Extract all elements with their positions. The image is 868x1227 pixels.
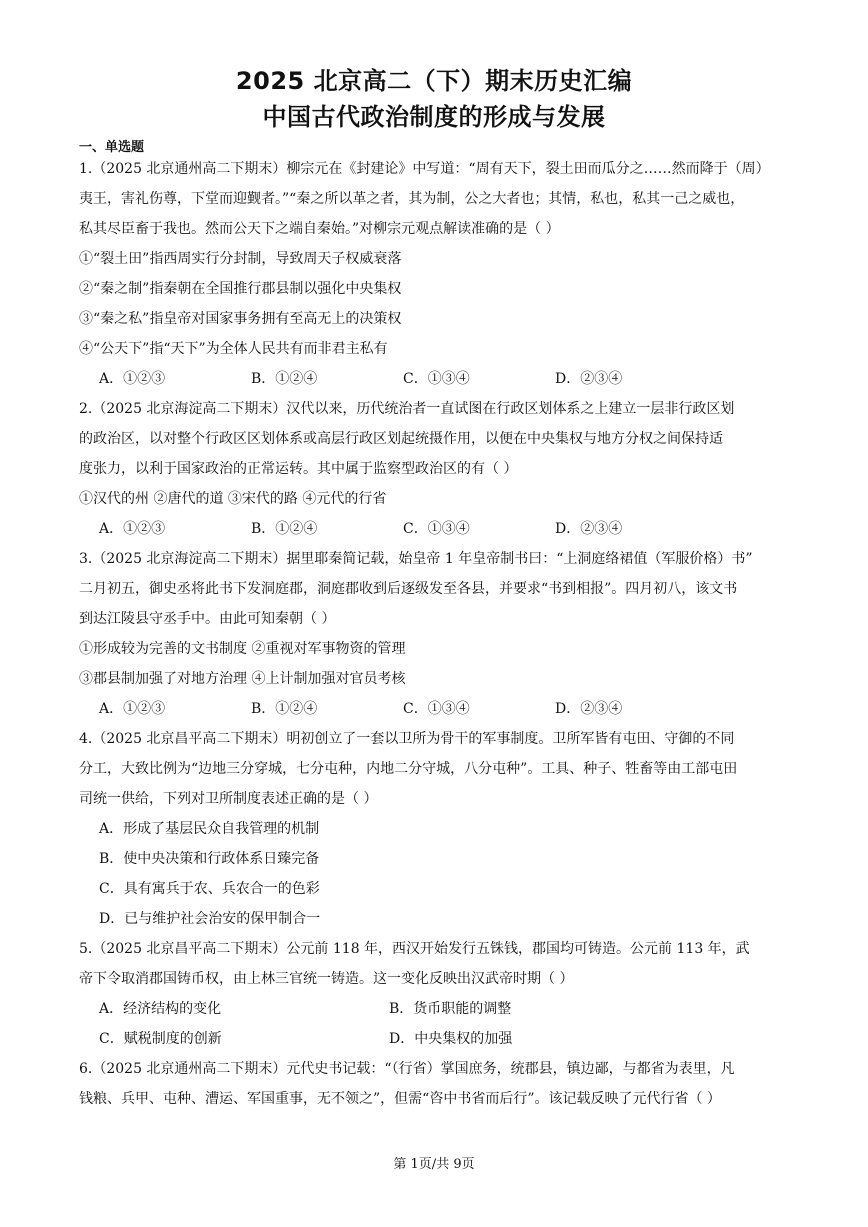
question-stem-line: 4.（2025 北京昌平高二下期末）明初创立了一套以卫所为骨干的军事制度。卫所军皆有屯田、守御的不同: [79, 731, 735, 747]
answer-options: [79, 364, 791, 394]
answer-options: [79, 1024, 791, 1054]
option-c[interactable]: C．①③④: [403, 521, 470, 537]
option-d[interactable]: D．中央集权的加强: [389, 1031, 513, 1047]
option-b[interactable]: B．①②④: [251, 371, 318, 387]
question-stem-line: 到达江陵县守丞手中。由此可知秦朝（ ）: [79, 611, 336, 627]
statement-item: ①形成较为完善的文书制度 ②重视对军事物资的管理: [79, 641, 406, 657]
question-2: [79, 394, 791, 544]
option-a[interactable]: A．①②③: [99, 371, 166, 387]
question-1: [79, 154, 791, 394]
answer-options: [79, 694, 791, 724]
question-stem-line: 度张力，以利于国家政治的正常运转。其中属于监察型政治区的有（ ）: [79, 461, 518, 477]
statement-item: ③“秦之私”指皇帝对国家事务拥有至高无上的决策权: [79, 311, 402, 327]
question-stem-line: 钱粮、兵甲、屯种、漕运、军国重事，无不领之”，但需“咨中书省而后行”。该记载反映了元代行省（ ）: [79, 1091, 721, 1107]
question-stem-line: 2.（2025 北京海淀高二下期末）汉代以来，历代统治者一直试图在行政区划体系之上建立一层非行政区划: [79, 401, 735, 417]
page-number: 第 1页/共 9页: [393, 1157, 475, 1172]
option-b[interactable]: B．使中央决策和行政体系日臻完备: [99, 851, 320, 867]
question-4: [79, 724, 791, 934]
option-d[interactable]: D．已与维护社会治安的保甲制合一: [99, 911, 321, 927]
question-stem-line: 夷王，害礼伤尊，下堂而迎觐者。”“秦之所以革之者，其为制，公之大者也；其情，私也，私其一己之威也，: [79, 191, 745, 207]
question-5: [79, 934, 791, 1054]
question-6: [79, 1054, 791, 1114]
option-a[interactable]: A．形成了基层民众自我管理的机制: [99, 821, 320, 837]
option-d[interactable]: D．②③④: [555, 701, 623, 717]
option-a[interactable]: A．①②③: [99, 521, 166, 537]
question-stem-line: 私其尽臣畜于我也。然而公天下之端自秦始。”对柳宗元观点解读准确的是（ ）: [79, 221, 560, 237]
question-stem-line: 5.（2025 北京昌平高二下期末）公元前 118 年，西汉开始发行五铢钱，郡国均可铸造。公元前 113 年，武: [79, 941, 750, 957]
question-stem-line: 帝下令取消郡国铸币权，由上林三官统一铸造。这一变化反映出汉武帝时期（ ）: [79, 971, 574, 987]
question-stem-line: 3.（2025 北京海淀高二下期末）据里耶秦简记载，始皇帝 1 年皇帝制书曰：“上洞庭络裙值（军服价格）书”: [79, 551, 753, 567]
option-b[interactable]: B．①②④: [251, 701, 318, 717]
question-stem-line: 司统一供给，下列对卫所制度表述正确的是（ ）: [79, 791, 378, 807]
page-title: 2025 北京高二（下）期末历史汇编: [235, 67, 633, 95]
page-subtitle: 中国古代政治制度的形成与发展: [262, 103, 606, 131]
answer-options: [79, 994, 791, 1024]
option-b[interactable]: B．①②④: [251, 521, 318, 537]
option-c[interactable]: C．赋税制度的创新: [99, 1031, 222, 1047]
question-stem-line: 二月初五，御史丞将此书下发洞庭郡，洞庭郡收到后逐级发至各县，并要求“书到相报”。四月初八，该文书: [79, 581, 738, 597]
answer-options: [79, 514, 791, 544]
option-c[interactable]: C．具有寓兵于农、兵农合一的色彩: [99, 881, 320, 897]
option-b[interactable]: B．货币职能的调整: [389, 1001, 512, 1017]
option-c[interactable]: C．①③④: [403, 701, 470, 717]
question-3: [79, 544, 791, 724]
option-a[interactable]: A．经济结构的变化: [99, 1001, 222, 1017]
option-a[interactable]: A．①②③: [99, 701, 166, 717]
question-stem-line: 6.（2025 北京通州高二下期末）元代史书记载：“（行省）掌国庶务，统郡县，镇边鄙，与都省为表里，凡: [79, 1061, 735, 1077]
statement-item: ①汉代的州 ②唐代的道 ③宋代的路 ④元代的行省: [79, 491, 387, 507]
question-stem-line: 的政治区，以对整个行政区区划体系或高层行政区划起统摄作用，以便在中央集权与地方分权之间保持适: [79, 431, 723, 447]
option-d[interactable]: D．②③④: [555, 371, 623, 387]
question-list: [79, 154, 791, 1114]
question-stem-line: 1.（2025 北京通州高二下期末）柳宗元在《封建论》中写道：“周有天下，裂土田而瓜分之……然而降于（周）: [79, 161, 770, 177]
statement-item: ④“公天下”指“天下”为全体人民共有而非君主私有: [79, 341, 388, 357]
question-stem-line: 分工，大致比例为“边地三分穿城，七分屯种，内地二分守城，八分屯种”。工具、种子、牲畜等由工部屯田: [79, 761, 738, 777]
option-d[interactable]: D．②③④: [555, 521, 623, 537]
statement-item: ②“秦之制”指秦朝在全国推行郡县制以强化中央集权: [79, 281, 402, 297]
option-c[interactable]: C．①③④: [403, 371, 470, 387]
statement-item: ③郡县制加强了对地方治理 ④上计制加强对官员考核: [79, 671, 406, 687]
statement-item: ①“裂土田”指西周实行分封制，导致周天子权威衰落: [79, 251, 402, 267]
section-heading: 一、单选题: [79, 140, 145, 155]
